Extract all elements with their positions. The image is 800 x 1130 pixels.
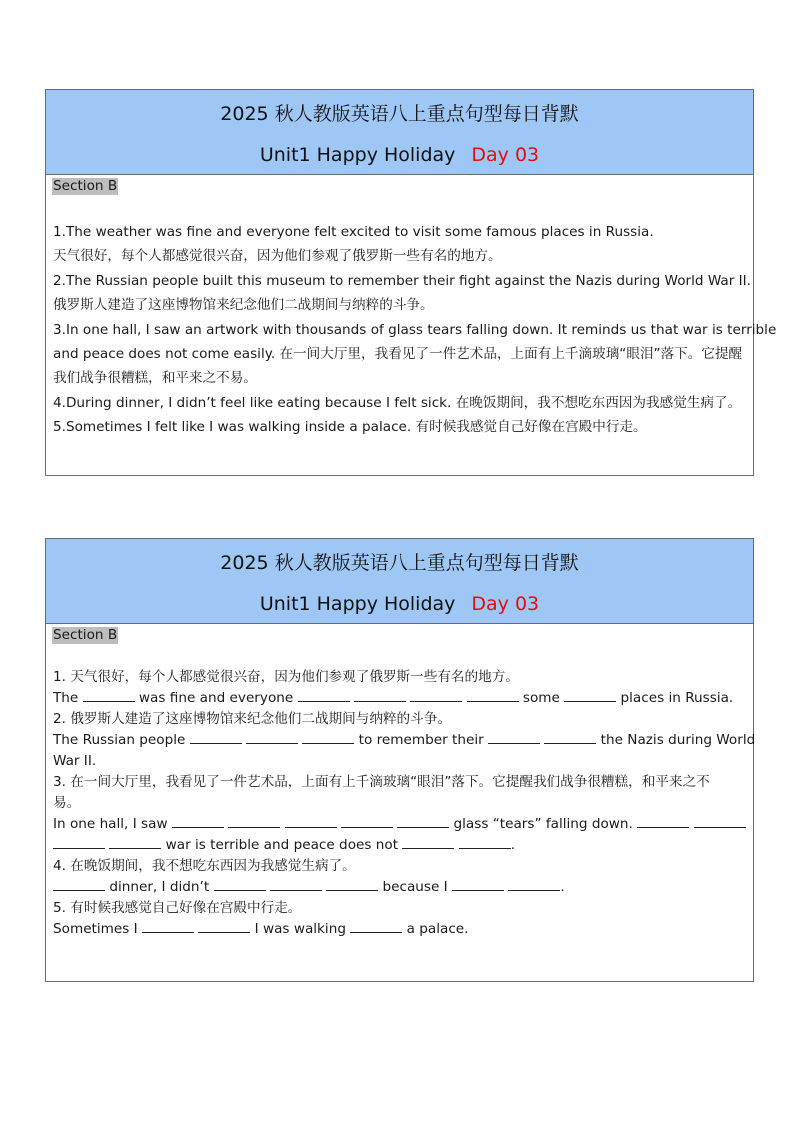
- card-title: 2025 秋人教版英语八上重点句型每日背默: [220, 552, 579, 574]
- answer-blank[interactable]: [350, 921, 402, 933]
- answer-blank[interactable]: [488, 732, 540, 744]
- answer-blank[interactable]: [637, 816, 689, 828]
- text-line: 4.During dinner, I didn’t feel like eating because I felt sick. 在晚饭期间，我不想吃东西因为我感觉生病了。: [53, 394, 742, 411]
- card-body: [46, 624, 756, 981]
- day-label: Day 03: [471, 593, 540, 615]
- line-text: some: [518, 690, 565, 706]
- worksheet-card-answers: [45, 89, 777, 476]
- answer-blank[interactable]: [214, 879, 266, 891]
- answer-blank[interactable]: [564, 690, 616, 702]
- line-text: 3. 在一间大厅里，我看见了一件艺术品，上面有上千滴玻璃“眼泪”落下。它提醒我们战争很糟糕，和平来之不: [53, 774, 710, 790]
- answer-blank[interactable]: [285, 816, 337, 828]
- text-line: 我们战争很糟糕，和平来之不易。: [53, 370, 257, 387]
- line-text: 2. 俄罗斯人建造了这座博物馆来纪念他们二战期间与纳粹的斗争。: [53, 711, 451, 727]
- answer-blank[interactable]: [341, 816, 393, 828]
- text-line: 1.The weather was fine and everyone felt excited to visit some famous places in Russia.: [53, 224, 654, 240]
- dictation-line: [53, 856, 747, 877]
- answer-blank[interactable]: [53, 837, 105, 849]
- dictation-line: [53, 919, 747, 940]
- line-text: War II.: [53, 753, 97, 769]
- dictation-line: [53, 835, 747, 856]
- dictation-line: [53, 814, 747, 835]
- day-label: Day 03: [471, 144, 540, 166]
- dictation-line: [53, 793, 747, 814]
- answer-blank[interactable]: [270, 879, 322, 891]
- answer-blank[interactable]: [302, 732, 354, 744]
- text-line: 3.In one hall, I saw an artwork with thousands of glass tears falling down. It reminds us that war is terrible: [53, 321, 777, 338]
- card-title: 2025 秋人教版英语八上重点句型每日背默: [220, 103, 579, 125]
- line-text: glass “tears” falling down.: [449, 816, 638, 832]
- dictation-line: [53, 898, 747, 919]
- answer-blank[interactable]: [109, 837, 161, 849]
- answer-blank[interactable]: [467, 690, 519, 702]
- card-header: [46, 539, 753, 624]
- answer-blank[interactable]: [172, 816, 224, 828]
- text-line: 2.The Russian people built this museum to remember their fight against the Nazis during World War II.: [53, 272, 751, 289]
- text-line: 天气很好，每个人都感觉很兴奋，因为他们参观了俄罗斯一些有名的地方。: [53, 248, 502, 265]
- answer-blank[interactable]: [354, 690, 406, 702]
- answer-blank[interactable]: [410, 690, 462, 702]
- answer-lines: [53, 220, 777, 440]
- line-text: the Nazis during World: [596, 732, 756, 748]
- line-text: 5. 有时候我感觉自己好像在宫殿中行走。: [53, 900, 302, 916]
- line-text: Sometimes I: [53, 921, 142, 937]
- line-text: was fine and everyone: [134, 690, 298, 706]
- dictation-line: [53, 772, 747, 793]
- dictation-lines: [53, 667, 756, 940]
- answer-blank[interactable]: [402, 837, 454, 849]
- section-tag: Section B: [53, 627, 118, 643]
- line-text: .: [560, 879, 565, 895]
- answer-blank[interactable]: [190, 732, 242, 744]
- answer-blank[interactable]: [83, 690, 135, 702]
- card-body: [46, 175, 777, 475]
- text-line: 俄罗斯人建造了这座博物馆来纪念他们二战期间与纳粹的斗争。: [53, 297, 434, 314]
- answer-blank[interactable]: [53, 879, 105, 891]
- line-text: In one hall, I saw: [53, 816, 172, 832]
- answer-blank[interactable]: [544, 732, 596, 744]
- text-line: and peace does not come easily. 在一间大厅里，我看见了一件艺术品，上面有上千滴玻璃“眼泪”落下。它提醒: [53, 346, 743, 363]
- line-text: The: [53, 690, 83, 706]
- unit-name: Unit1 Happy Holiday: [259, 144, 456, 166]
- answer-blank[interactable]: [694, 816, 746, 828]
- line-text: places in Russia.: [616, 690, 734, 706]
- answer-blank[interactable]: [326, 879, 378, 891]
- card-header: [46, 90, 753, 175]
- unit-name: Unit1 Happy Holiday: [259, 593, 456, 615]
- line-text: 易。: [53, 795, 81, 811]
- line-text: to remember their: [354, 732, 489, 748]
- text-line: 5.Sometimes I felt like I was walking inside a palace. 有时候我感觉自己好像在宫殿中行走。: [53, 419, 647, 436]
- dictation-line: [53, 877, 747, 898]
- line-text: because I: [378, 879, 453, 895]
- unit-line: [46, 574, 753, 627]
- dictation-line: [53, 688, 747, 709]
- dictation-line: [53, 751, 747, 772]
- line-text: war is terrible and peace does not: [161, 837, 403, 853]
- answer-blank[interactable]: [142, 921, 194, 933]
- line-text: dinner, I didn’t: [105, 879, 214, 895]
- line-text: The Russian people: [53, 732, 190, 748]
- answer-blank[interactable]: [246, 732, 298, 744]
- answer-blank[interactable]: [459, 837, 511, 849]
- dictation-line: [53, 709, 747, 730]
- section-tag: Section B: [53, 178, 118, 194]
- line-text: 1. 天气很好，每个人都感觉很兴奋，因为他们参观了俄罗斯一些有名的地方。: [53, 669, 519, 685]
- dictation-line: [53, 667, 747, 688]
- line-text: a palace.: [402, 921, 469, 937]
- answer-blank[interactable]: [397, 816, 449, 828]
- worksheet-card-dictation: [45, 538, 754, 982]
- answer-blank[interactable]: [298, 690, 350, 702]
- answer-blank[interactable]: [198, 921, 250, 933]
- line-text: .: [510, 837, 516, 853]
- answer-blank[interactable]: [452, 879, 504, 891]
- line-text: I was walking: [250, 921, 351, 937]
- unit-line: [46, 125, 753, 178]
- line-text: 4. 在晚饭期间，我不想吃东西因为我感觉生病了。: [53, 858, 356, 874]
- answer-blank[interactable]: [508, 879, 560, 891]
- answer-blank[interactable]: [228, 816, 280, 828]
- dictation-line: [53, 730, 756, 751]
